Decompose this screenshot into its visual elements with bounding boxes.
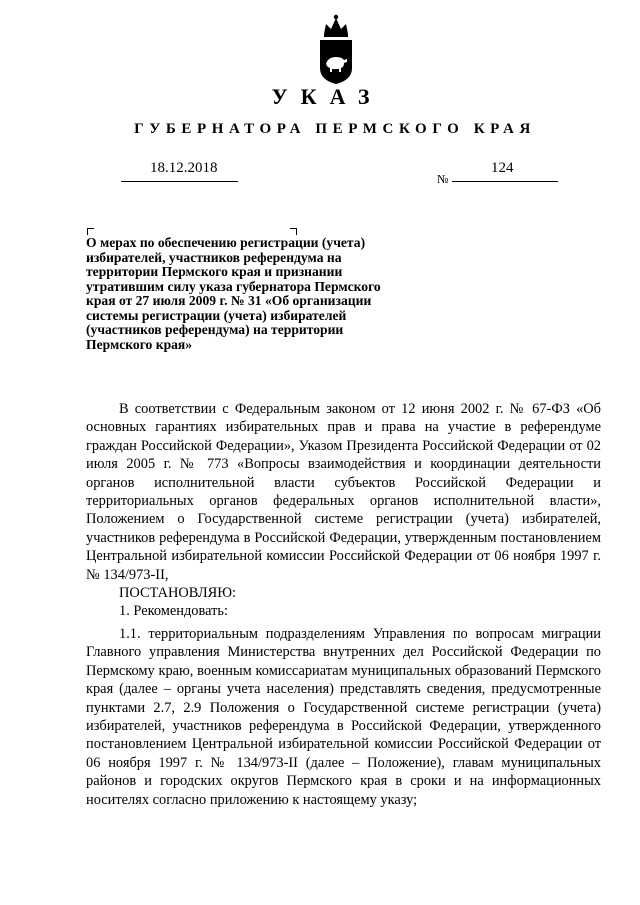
- heading-corner-left: [87, 228, 94, 235]
- item-1-1: 1.1. территориальным подразделениям Управления по вопросам миграции Главного управления Министерства внутренних дел Российской Федерации по Пермскому краю, военным комиссариатам муниципальных образований Пермского края (далее – органы учета населения) представлять сведения, предусмотренные пунктами 2.7, 2.9 Положения о Государственной системе регистрации (учета) избирателей, участников референдума в Российской Федерации, утвержденного постановлением Центральной избирательной комиссии Российской Федерации от 06 ноября 1997 г. № 134/973-II (далее – Положение), главам муниципальных районов и городских округов Пермского края в сроки и на информационных носителях согласно приложению к настоящему указу;: [86, 625, 601, 808]
- item-1: 1. Рекомендовать:: [119, 603, 228, 620]
- document-date: 18.12.2018: [150, 160, 218, 176]
- document-body: [86, 400, 601, 809]
- document-type-title: УКАЗ: [271, 84, 383, 109]
- document-number: 124: [491, 160, 514, 176]
- date-underline: [121, 181, 238, 182]
- issuer-subtitle: ГУБЕРНАТОРА ПЕРМСКОГО КРАЯ: [134, 121, 536, 137]
- number-sign: №: [437, 172, 449, 186]
- preamble-paragraph: В соответствии с Федеральным законом от 12 июня 2002 г. № 67-ФЗ «Об основных гарантиях избирательных прав и права на участие в референдуме граждан Российской Федерации», Указом Президента Российской Федерации от 02 июля 2005 г. № 773 «Вопросы взаимодействия и координации деятельности органов исполнительной власти субъектов Российской Федерации и территориальных органов федеральных органов исполнительной власти», Положением о Государственной системе регистрации (учета) избирателей, участников референдума в Российской Федерации, утвержденным постановлением Центральной избирательной комиссии Российской Федерации от 06 ноября 1997 г. № 134/973-II,: [86, 401, 601, 583]
- document-heading: О мерах по обеспечению регистрации (учета) избирателей, участников референдума на территории Пермского края и признании утратившим силу указа губернатора Пермского края от 27 июля 2009 г. № 31 «Об организации системы регистрации (учета) избирателей (участников референдума) на территории Пермского края»: [86, 235, 381, 352]
- number-underline: [452, 181, 558, 182]
- heading-corner-right: [290, 228, 297, 235]
- coat-of-arms-icon: [314, 12, 358, 88]
- decree-word: ПОСТАНОВЛЯЮ:: [119, 585, 237, 602]
